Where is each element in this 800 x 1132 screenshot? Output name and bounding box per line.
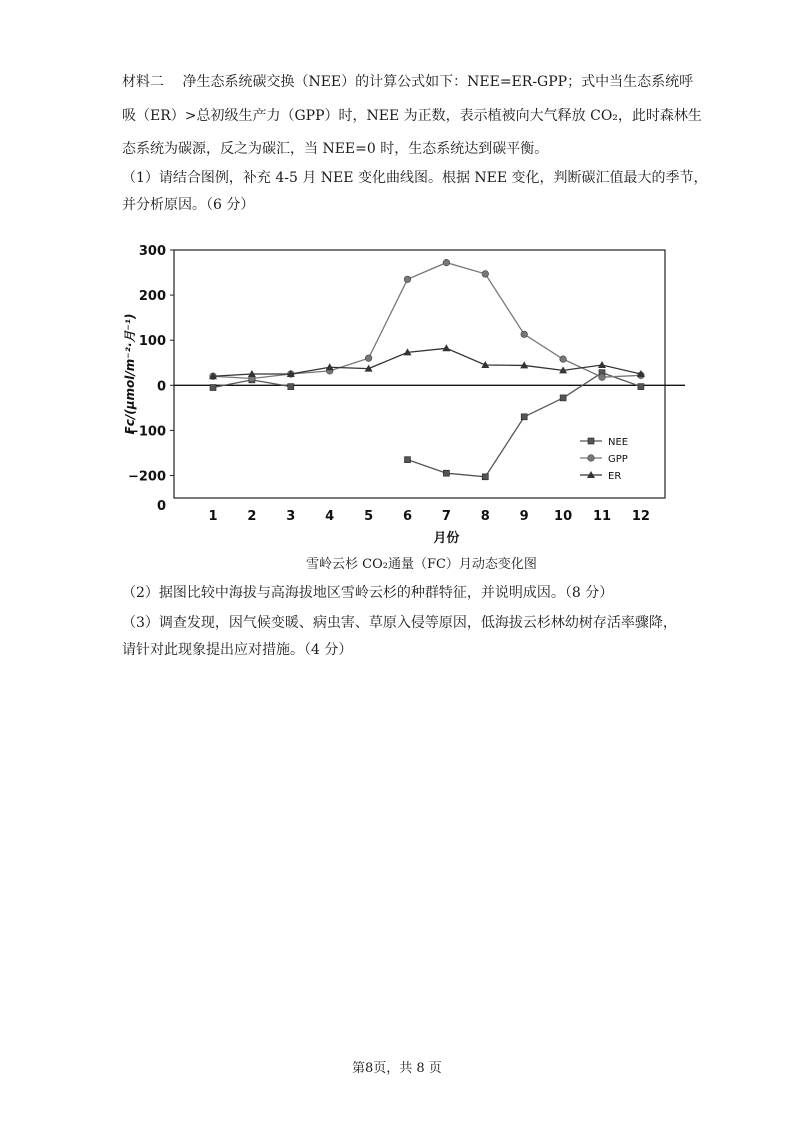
gpp-point	[521, 331, 528, 338]
nee-point	[443, 470, 449, 476]
nee-point	[210, 385, 216, 391]
gpp-point	[404, 276, 411, 283]
question-1-line-1: （1）请结合图例，补充 4-5 月 NEE 变化曲线图。根据 NEE 变化，判断碳汇值最大的季节，	[122, 170, 708, 186]
legend-marker-nee	[588, 438, 594, 444]
question-2: （2）据图比较中海拔与高海拔地区雪岭云杉的种群特征，并说明成因。（8 分）	[122, 585, 614, 601]
legend-marker-gpp	[588, 455, 595, 462]
er-point	[442, 344, 450, 351]
nee-line	[408, 373, 641, 477]
y-axis-label: Fc/(μmol/m⁻²·月⁻¹)	[123, 313, 137, 435]
chart-caption: 雪岭云杉 CO₂通量（FC）月动态变化图	[306, 557, 537, 572]
page-footer: 第8页，共 8 页	[352, 1061, 442, 1076]
y-tick-label: −100	[127, 424, 166, 440]
y-tick-label: 300	[138, 244, 166, 259]
x-tick-label: 3	[286, 509, 296, 524]
x-tick-label: 7	[441, 509, 451, 524]
x-tick-label: 9	[519, 509, 529, 524]
legend-label-er: ER	[608, 471, 622, 482]
x-tick-label: 1	[208, 509, 218, 524]
y-axis-origin-label: 0	[156, 499, 166, 514]
gpp-point	[599, 374, 606, 381]
er-point	[598, 361, 606, 368]
x-tick-label: 11	[592, 509, 612, 524]
co2-flux-chart	[110, 235, 700, 555]
x-tick-label: 10	[554, 509, 573, 524]
x-tick-label: 6	[402, 509, 413, 524]
y-tick-label: 0	[156, 379, 166, 395]
y-tick-label: −200	[127, 469, 166, 485]
x-axis-label: 月份	[433, 531, 460, 546]
question-3-line-2: 请针对此现象提出应对措施。（4 分）	[122, 642, 353, 658]
y-tick-label: 100	[138, 334, 166, 350]
gpp-point	[443, 259, 450, 266]
nee-point	[638, 384, 644, 390]
legend-label-gpp: GPP	[608, 454, 628, 465]
nee-point	[405, 457, 411, 463]
x-tick-label: 4	[325, 509, 335, 524]
x-tick-label: 2	[247, 509, 257, 524]
gpp-point	[365, 355, 372, 362]
gpp-point	[482, 271, 489, 278]
x-tick-label: 12	[631, 509, 650, 524]
legend-label-nee: NEE	[608, 437, 629, 448]
material-line-3: 态系统为碳源，反之为碳汇，当 NEE=0 时，生态系统达到碳平衡。	[122, 141, 549, 157]
nee-point	[521, 414, 527, 420]
x-tick-label: 8	[480, 509, 490, 524]
material-line-2: 吸（ER）>总初级生产力（GPP）时，NEE 为正数，表示植被向大气释放 CO₂，此时森林生	[122, 108, 702, 124]
y-tick-label: 200	[138, 289, 166, 305]
nee-point	[288, 384, 294, 390]
nee-point	[482, 474, 488, 480]
nee-point	[560, 395, 566, 401]
material-line-1: 材料二 净生态系统碳交换（NEE）的计算公式如下：NEE=ER-GPP；式中当生态系统呼	[122, 74, 694, 90]
question-3-line-1: （3）调查发现，因气候变暖、病虫害、草原入侵等原因，低海拔云杉林幼树存活率骤降，	[122, 615, 677, 631]
er-line	[213, 348, 641, 376]
x-tick-label: 5	[364, 509, 374, 524]
question-1-line-2: 并分析原因。（6 分）	[122, 197, 255, 213]
gpp-line	[213, 263, 641, 379]
gpp-point	[560, 356, 567, 363]
chart-plot-area	[123, 244, 685, 546]
